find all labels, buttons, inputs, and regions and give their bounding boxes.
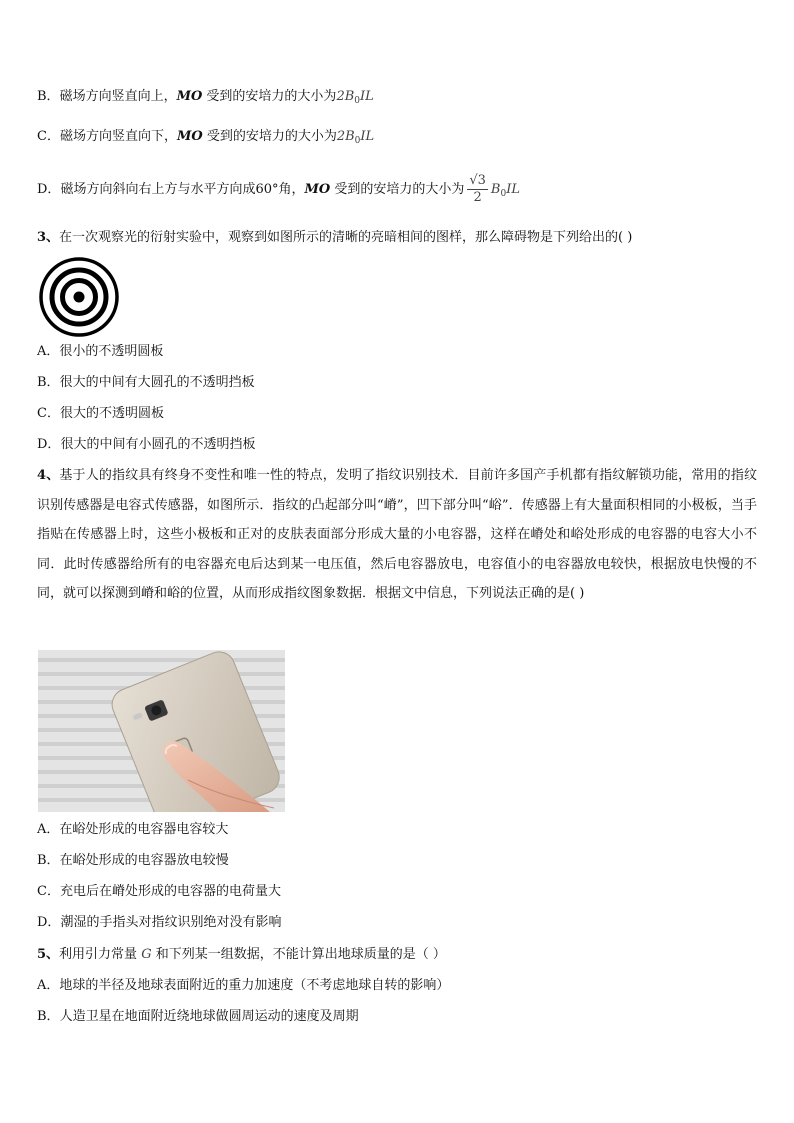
variable-mo: MO	[176, 89, 203, 104]
variable-mo: MO	[176, 129, 203, 144]
q5-option-b	[37, 1008, 359, 1026]
option-text: 磁场方向斜向右上方与水平方向成60°角，	[60, 182, 305, 197]
q3-option-b	[37, 374, 255, 392]
option-label: B．	[37, 89, 60, 104]
fraction-numerator: √3	[469, 173, 486, 188]
q4-option-b	[37, 852, 229, 870]
diffraction-rings-figure	[38, 256, 120, 338]
q4-option-a	[37, 821, 228, 839]
q4-option-c	[37, 883, 281, 901]
option-label: C．	[37, 406, 60, 421]
question-number: 5、	[37, 947, 60, 962]
option-text: 在峪处形成的电容器放电较慢	[59, 853, 229, 868]
option-text: 很大的中间有大圆孔的不透明挡板	[59, 375, 255, 390]
option-text: 潮湿的手指头对指纹识别绝对没有影响	[60, 915, 282, 930]
option-text-cont: 受到的安培力的大小为	[202, 89, 337, 104]
formula-main: 2B	[336, 89, 355, 104]
question-text: 在一次观察光的衍射实验中，观察到如图所示的清晰的亮暗相间的图样，那么障碍物是下列给出的( )	[59, 230, 633, 245]
question-number: 3、	[37, 230, 60, 245]
variable-g: G	[141, 947, 152, 962]
formula-sub: 0	[354, 96, 360, 106]
formula	[491, 182, 520, 197]
formula-sub: 0	[500, 189, 507, 199]
q3-option-c	[37, 405, 164, 423]
option-text: 很小的不透明圆板	[59, 344, 164, 359]
option-text: 在峪处形成的电容器电容较大	[59, 822, 229, 837]
ring-center	[74, 292, 85, 303]
q5-option-a	[37, 977, 449, 995]
fraction	[467, 173, 488, 206]
option-label: C．	[37, 884, 60, 899]
fingerprint-phone-photo	[38, 650, 285, 812]
option-label: D．	[37, 915, 61, 930]
option-label: B．	[37, 1009, 60, 1024]
formula-end: IL	[360, 89, 374, 104]
option-text: 很大的不透明圆板	[59, 406, 164, 421]
q2-option-d	[37, 172, 520, 212]
q2-option-b	[37, 88, 374, 110]
option-text: 很大的中间有小圆孔的不透明挡板	[60, 437, 256, 452]
option-label: D．	[37, 182, 61, 197]
option-label: A．	[37, 978, 60, 993]
option-text: 人造卫星在地面附近绕地球做圆周运动的速度及周期	[59, 1009, 359, 1024]
question-text-cont: 和下列某一组数据，不能计算出地球质量的是（ ）	[151, 947, 446, 962]
fraction-denominator: 2	[473, 190, 482, 205]
option-label: A．	[37, 344, 60, 359]
q3-stem	[37, 229, 632, 247]
formula-end: IL	[506, 182, 520, 197]
variable-mo: MO	[304, 182, 331, 197]
formula-main: B	[490, 182, 501, 197]
formula-end: IL	[360, 129, 375, 144]
option-text-cont: 受到的安培力的大小为	[202, 129, 337, 144]
option-label: D．	[37, 437, 61, 452]
formula	[336, 89, 373, 104]
question-number: 4、	[37, 468, 60, 483]
option-text: 磁场方向竖直向上，	[59, 89, 177, 104]
q5-stem	[37, 946, 446, 964]
question-text: 利用引力常量	[59, 947, 142, 962]
q4-stem	[37, 461, 757, 609]
q2-option-c	[37, 128, 374, 150]
formula	[337, 129, 374, 144]
phone-illustration	[38, 650, 285, 812]
option-text: 地球的半径及地球表面附近的重力加速度（不考虑地球自转的影响）	[59, 978, 450, 993]
question-text: 基于人的指纹具有终身不变性和唯一性的特点，发明了指纹识别技术．目前许多国产手机都有指纹解锁功能，常用的指纹识别传感器是电容式传感器，如图所示．指纹的凸起部分叫“嵴”，凹下部分叫“峪”．传感器上有大量面积相同的小极板，当手指贴在传感器上时，这些小极板和正对的皮肤表面部分形成大量的小电容器，这样在嵴处和峪处形成的电容器的电容大小不同．此时传感器给所有的电容器充电后达到某一电压值，然后电容器放电，电容值小的电容器放电较快，根据放电快慢的不同，就可以探测到嵴和峪的位置，从而形成指纹图象数据．根据文中信息，下列说法正确的是( )	[37, 468, 757, 601]
option-label: B．	[37, 375, 60, 390]
q4-option-d	[37, 914, 281, 932]
option-label: C．	[37, 129, 60, 144]
option-label: B．	[37, 853, 60, 868]
option-text: 充电后在嵴处形成的电容器的电荷量大	[59, 884, 281, 899]
option-text-cont: 受到的安培力的大小为	[330, 182, 465, 197]
q3-option-d	[37, 436, 255, 454]
option-label: A．	[37, 822, 60, 837]
formula-main: 2B	[336, 129, 355, 144]
formula-sub: 0	[354, 136, 361, 146]
option-text: 磁场方向竖直向下，	[59, 129, 177, 144]
q3-option-a	[37, 343, 163, 361]
